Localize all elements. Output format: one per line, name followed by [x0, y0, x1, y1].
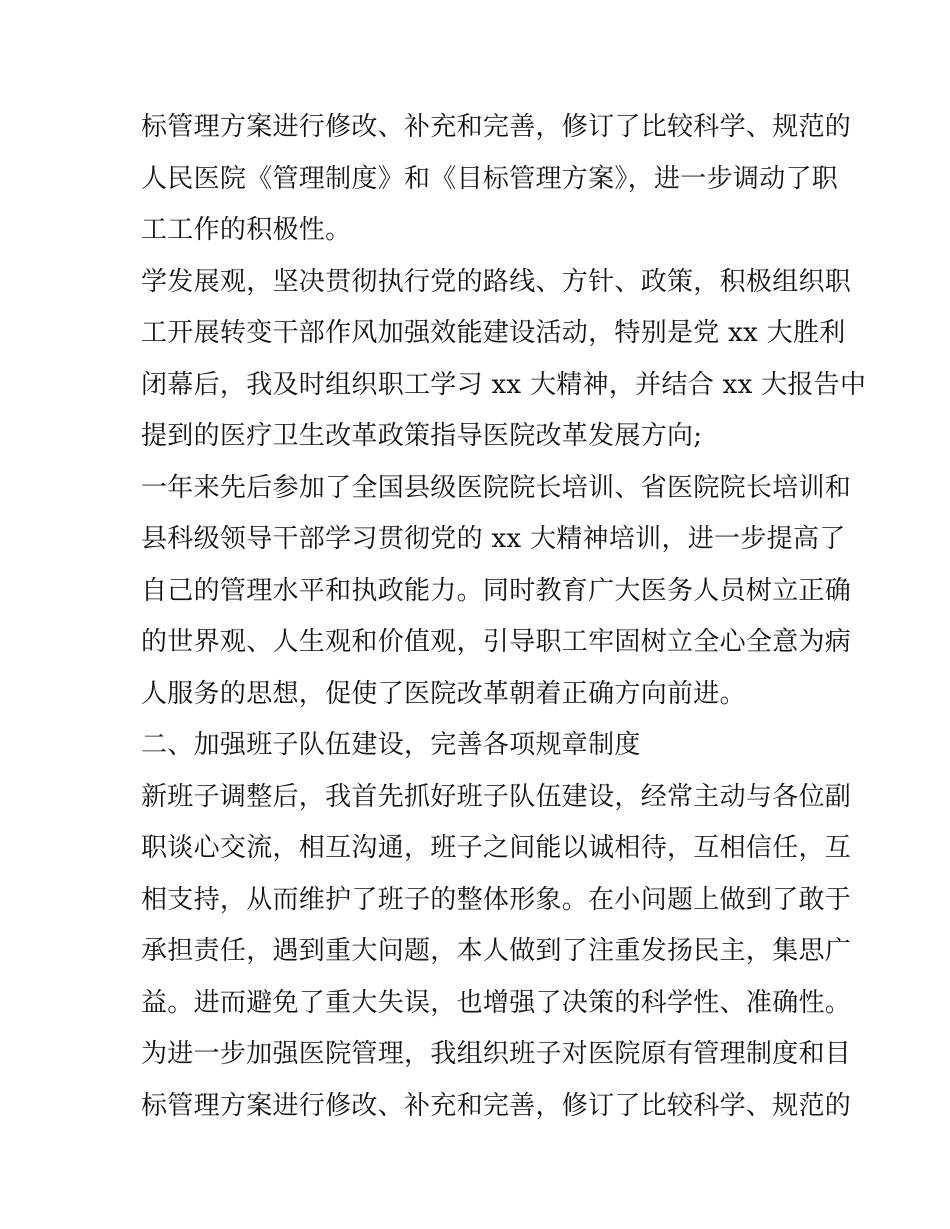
text-line: 承担责任，遇到重大问题，本人做到了注重发扬民主，集思广: [141, 936, 852, 966]
document-body: [141, 102, 867, 1132]
text-line: 县科级领导干部学习贯彻党的 xx 大精神培训，进一步提高了: [141, 524, 846, 554]
text-line: 一年来先后参加了全国县级医院院长培训、省医院院长培训和: [141, 472, 852, 503]
text-line: 的世界观、人生观和价值观，引导职工牢固树立全心全意为病: [141, 627, 852, 657]
text-line: 标管理方案进行修改、补充和完善，修订了比较科学、规范的: [141, 112, 852, 142]
text-line: 职谈心交流，相互沟通，班子之间能以诚相待，互相信任，互: [141, 833, 852, 863]
text-line: 闭幕后，我及时组织职工学习 xx 大精神，并结合 xx 大报告中: [141, 369, 867, 400]
text-line: 标管理方案进行修改、补充和完善，修订了比较科学、规范的: [141, 1090, 852, 1121]
text-line: 相支持，从而维护了班子的整体形象。在小问题上做到了敢于: [141, 884, 852, 915]
text-line: 人服务的思想，促使了医院改革朝着正确方向前进。: [141, 678, 746, 709]
text-line: 人民医院《管理制度》和《目标管理方案》，进一步调动了职: [141, 163, 839, 194]
text-line: 工开展转变干部作风加强效能建设活动，特别是党 xx 大胜利: [141, 318, 846, 348]
text-line: 提到的医疗卫生改革政策指导医院改革发展方向;: [141, 421, 703, 451]
section-heading: 二、加强班子队伍建设，完善各项规章制度: [141, 730, 641, 760]
text-line: 新班子调整后，我首先抓好班子队伍建设，经常主动与各位副: [141, 781, 852, 812]
text-line: 工工作的积极性。: [141, 215, 352, 245]
text-line: 自己的管理水平和执政能力。同时教育广大医务人员树立正确: [141, 575, 852, 606]
text-line: 学发展观，坚决贯彻执行党的路线、方针、政策，积极组织职: [141, 266, 852, 297]
text-line: 为进一步加强医院管理，我组织班子对医院原有管理制度和目: [141, 1039, 852, 1069]
text-line: 益。进而避免了重大失误，也增强了决策的科学性、准确性。: [141, 987, 852, 1018]
